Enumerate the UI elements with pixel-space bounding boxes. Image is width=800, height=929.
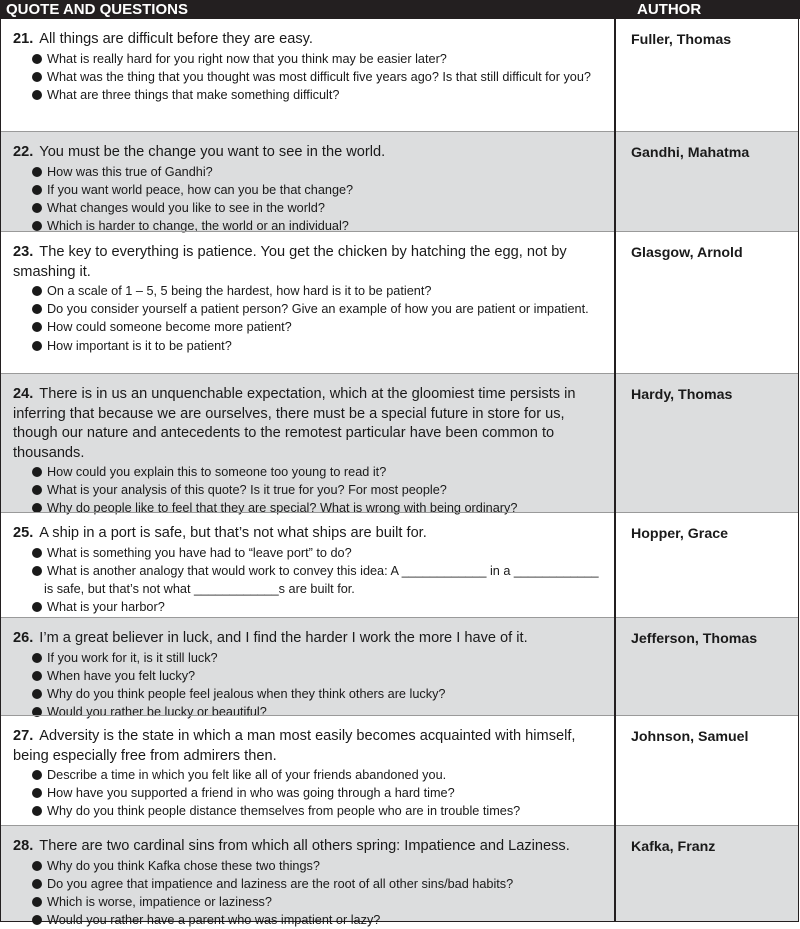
quote-cell	[13, 243, 608, 355]
table-row	[1, 19, 798, 131]
question-list	[13, 649, 608, 722]
question-text: What is another analogy that would work to convey this idea: A ____________ in a ____________ is safe, but that’s not what ____________s are built for.	[44, 564, 599, 596]
quote-number: 21.	[13, 31, 33, 47]
question-text: What are three things that make something difficult?	[47, 88, 339, 102]
question-item	[13, 911, 608, 929]
question-text: What was the thing that you thought was most difficult five years ago? Is that still difficult for you?	[47, 70, 591, 84]
quote-number: 26.	[13, 630, 33, 646]
question-item	[13, 181, 608, 199]
question-item	[13, 481, 608, 499]
question-text: If you want world peace, how can you be that change?	[47, 183, 353, 197]
quote-text-line	[13, 30, 608, 50]
question-text: How could you explain this to someone too young to read it?	[47, 465, 386, 479]
question-list	[13, 163, 608, 236]
bullet-icon	[32, 322, 42, 332]
quote-cell	[13, 385, 608, 518]
question-text: If you work for it, is it still luck?	[47, 651, 218, 665]
question-item	[13, 86, 608, 104]
author-name: Jefferson, Thomas	[631, 630, 757, 648]
quote-text: You must be the change you want to see in the world.	[39, 144, 385, 160]
question-text: What is really hard for you right now that you think may be easier later?	[47, 52, 447, 66]
question-item	[13, 649, 608, 667]
quote-text-line	[13, 837, 608, 857]
question-text: Which is worse, impatience or laziness?	[47, 895, 272, 909]
question-item	[13, 68, 608, 86]
question-text: How was this true of Gandhi?	[47, 165, 213, 179]
quote-text: There are two cardinal sins from which all others spring: Impatience and Laziness.	[39, 838, 570, 854]
bullet-icon	[32, 602, 42, 612]
question-text: Would you rather have a parent who was impatient or lazy?	[47, 913, 380, 927]
question-text: Do you agree that impatience and laziness are the root of all other sins/bad habits?	[47, 877, 513, 891]
quote-number: 27.	[13, 728, 33, 744]
question-item	[13, 463, 608, 481]
question-text: What is your analysis of this quote? Is it true for you? For most people?	[47, 483, 447, 497]
bullet-icon	[32, 54, 42, 64]
question-text: Why do people like to feel that they are special? What is wrong with being ordinary?	[47, 501, 517, 515]
quote-number: 28.	[13, 838, 33, 854]
question-item	[13, 544, 608, 562]
bullet-icon	[32, 770, 42, 780]
question-text: How important is it to be patient?	[47, 339, 232, 353]
quote-text-line	[13, 385, 608, 463]
question-item	[13, 300, 608, 318]
question-text: Why do you think people feel jealous when they think others are lucky?	[47, 687, 445, 701]
question-item	[13, 50, 608, 68]
quote-text-line	[13, 629, 608, 649]
bullet-icon	[32, 566, 42, 576]
quote-cell	[13, 629, 608, 721]
question-text: On a scale of 1 – 5, 5 being the hardest, how hard is it to be patient?	[47, 284, 431, 298]
bullet-icon	[32, 653, 42, 663]
quote-text: There is in us an unquenchable expectation, which at the gloomiest time persists in inferring that because we are ourselves, there must be a special future in store for us, though our nature and antecedents to the remotest particular have been common to thousands.	[13, 386, 576, 461]
question-item	[13, 199, 608, 217]
bullet-icon	[32, 915, 42, 925]
table-row	[1, 373, 798, 512]
bullet-icon	[32, 671, 42, 681]
bullet-icon	[32, 341, 42, 351]
table-row	[1, 131, 798, 231]
bullet-icon	[32, 167, 42, 177]
bullet-icon	[32, 467, 42, 477]
question-item	[13, 562, 608, 598]
question-list	[13, 857, 608, 929]
author-name: Kafka, Franz	[631, 838, 715, 856]
question-item	[13, 598, 608, 616]
column-divider	[614, 19, 616, 921]
question-text: How have you supported a friend in who was going through a hard time?	[47, 786, 455, 800]
quote-cell	[13, 30, 608, 104]
quote-text: Adversity is the state in which a man most easily becomes acquainted with himself, being especially free from admirers then.	[13, 728, 575, 764]
bullet-icon	[32, 806, 42, 816]
quote-cell	[13, 837, 608, 929]
table-row	[1, 512, 798, 617]
bullet-icon	[32, 861, 42, 871]
bullet-icon	[32, 203, 42, 213]
quote-number: 25.	[13, 525, 33, 541]
question-item	[13, 875, 608, 893]
question-item	[13, 766, 608, 784]
table-row	[1, 825, 798, 921]
question-text: What is something you have had to “leave port” to do?	[47, 546, 352, 560]
author-name: Fuller, Thomas	[631, 31, 731, 49]
bullet-icon	[32, 185, 42, 195]
table-header	[0, 0, 800, 19]
quote-text: All things are difficult before they are easy.	[39, 31, 313, 47]
question-text: What is your harbor?	[47, 600, 165, 614]
bullet-icon	[32, 548, 42, 558]
author-name: Gandhi, Mahatma	[631, 144, 749, 162]
question-item	[13, 667, 608, 685]
question-text: Do you consider yourself a patient person? Give an example of how you are patient or impatient.	[47, 302, 589, 316]
bullet-icon	[32, 485, 42, 495]
question-text: When have you felt lucky?	[47, 669, 195, 683]
question-text: Would you rather be lucky or beautiful?	[47, 705, 267, 719]
quote-column-header: QUOTE AND QUESTIONS	[6, 0, 188, 19]
author-name: Hardy, Thomas	[631, 386, 732, 404]
question-item	[13, 337, 608, 355]
quote-text-line	[13, 143, 608, 163]
quote-cell	[13, 727, 608, 821]
question-item	[13, 784, 608, 802]
bullet-icon	[32, 788, 42, 798]
question-item	[13, 318, 608, 336]
quote-cell	[13, 524, 608, 616]
quote-number: 22.	[13, 144, 33, 160]
table-row	[1, 617, 798, 715]
quote-text: A ship in a port is safe, but that’s not what ships are built for.	[39, 525, 427, 541]
table-row	[1, 715, 798, 825]
question-text: Why do you think Kafka chose these two things?	[47, 859, 320, 873]
author-column-header: AUTHOR	[637, 0, 701, 19]
question-list	[13, 282, 608, 355]
question-text: Describe a time in which you felt like all of your friends abandoned you.	[47, 768, 446, 782]
bullet-icon	[32, 72, 42, 82]
bullet-icon	[32, 897, 42, 907]
bullet-icon	[32, 689, 42, 699]
quote-text: The key to everything is patience. You get the chicken by hatching the egg, not by smashing it.	[13, 244, 567, 280]
quote-text-line	[13, 243, 608, 282]
question-item	[13, 282, 608, 300]
question-text: How could someone become more patient?	[47, 320, 292, 334]
bullet-icon	[32, 90, 42, 100]
bullet-icon	[32, 221, 42, 231]
table-row	[1, 231, 798, 373]
question-text: Why do you think people distance themselves from people who are in trouble times?	[47, 804, 520, 818]
question-item	[13, 857, 608, 875]
question-list	[13, 544, 608, 617]
question-item	[13, 802, 608, 820]
question-list	[13, 766, 608, 821]
bullet-icon	[32, 304, 42, 314]
question-text: Which is harder to change, the world or an individual?	[47, 219, 349, 233]
quote-number: 23.	[13, 244, 33, 260]
bullet-icon	[32, 879, 42, 889]
quote-cell	[13, 143, 608, 235]
quote-number: 24.	[13, 386, 33, 402]
quote-text-line	[13, 727, 608, 766]
quote-table	[0, 19, 799, 922]
bullet-icon	[32, 286, 42, 296]
author-name: Glasgow, Arnold	[631, 244, 743, 262]
question-list	[13, 50, 608, 105]
question-item	[13, 893, 608, 911]
quote-text-line	[13, 524, 608, 544]
question-item	[13, 685, 608, 703]
question-text: What changes would you like to see in the world?	[47, 201, 325, 215]
author-name: Johnson, Samuel	[631, 728, 748, 746]
question-item	[13, 163, 608, 181]
question-list	[13, 463, 608, 518]
quote-text: I’m a great believer in luck, and I find the harder I work the more I have of it.	[39, 630, 527, 646]
author-name: Hopper, Grace	[631, 525, 728, 543]
